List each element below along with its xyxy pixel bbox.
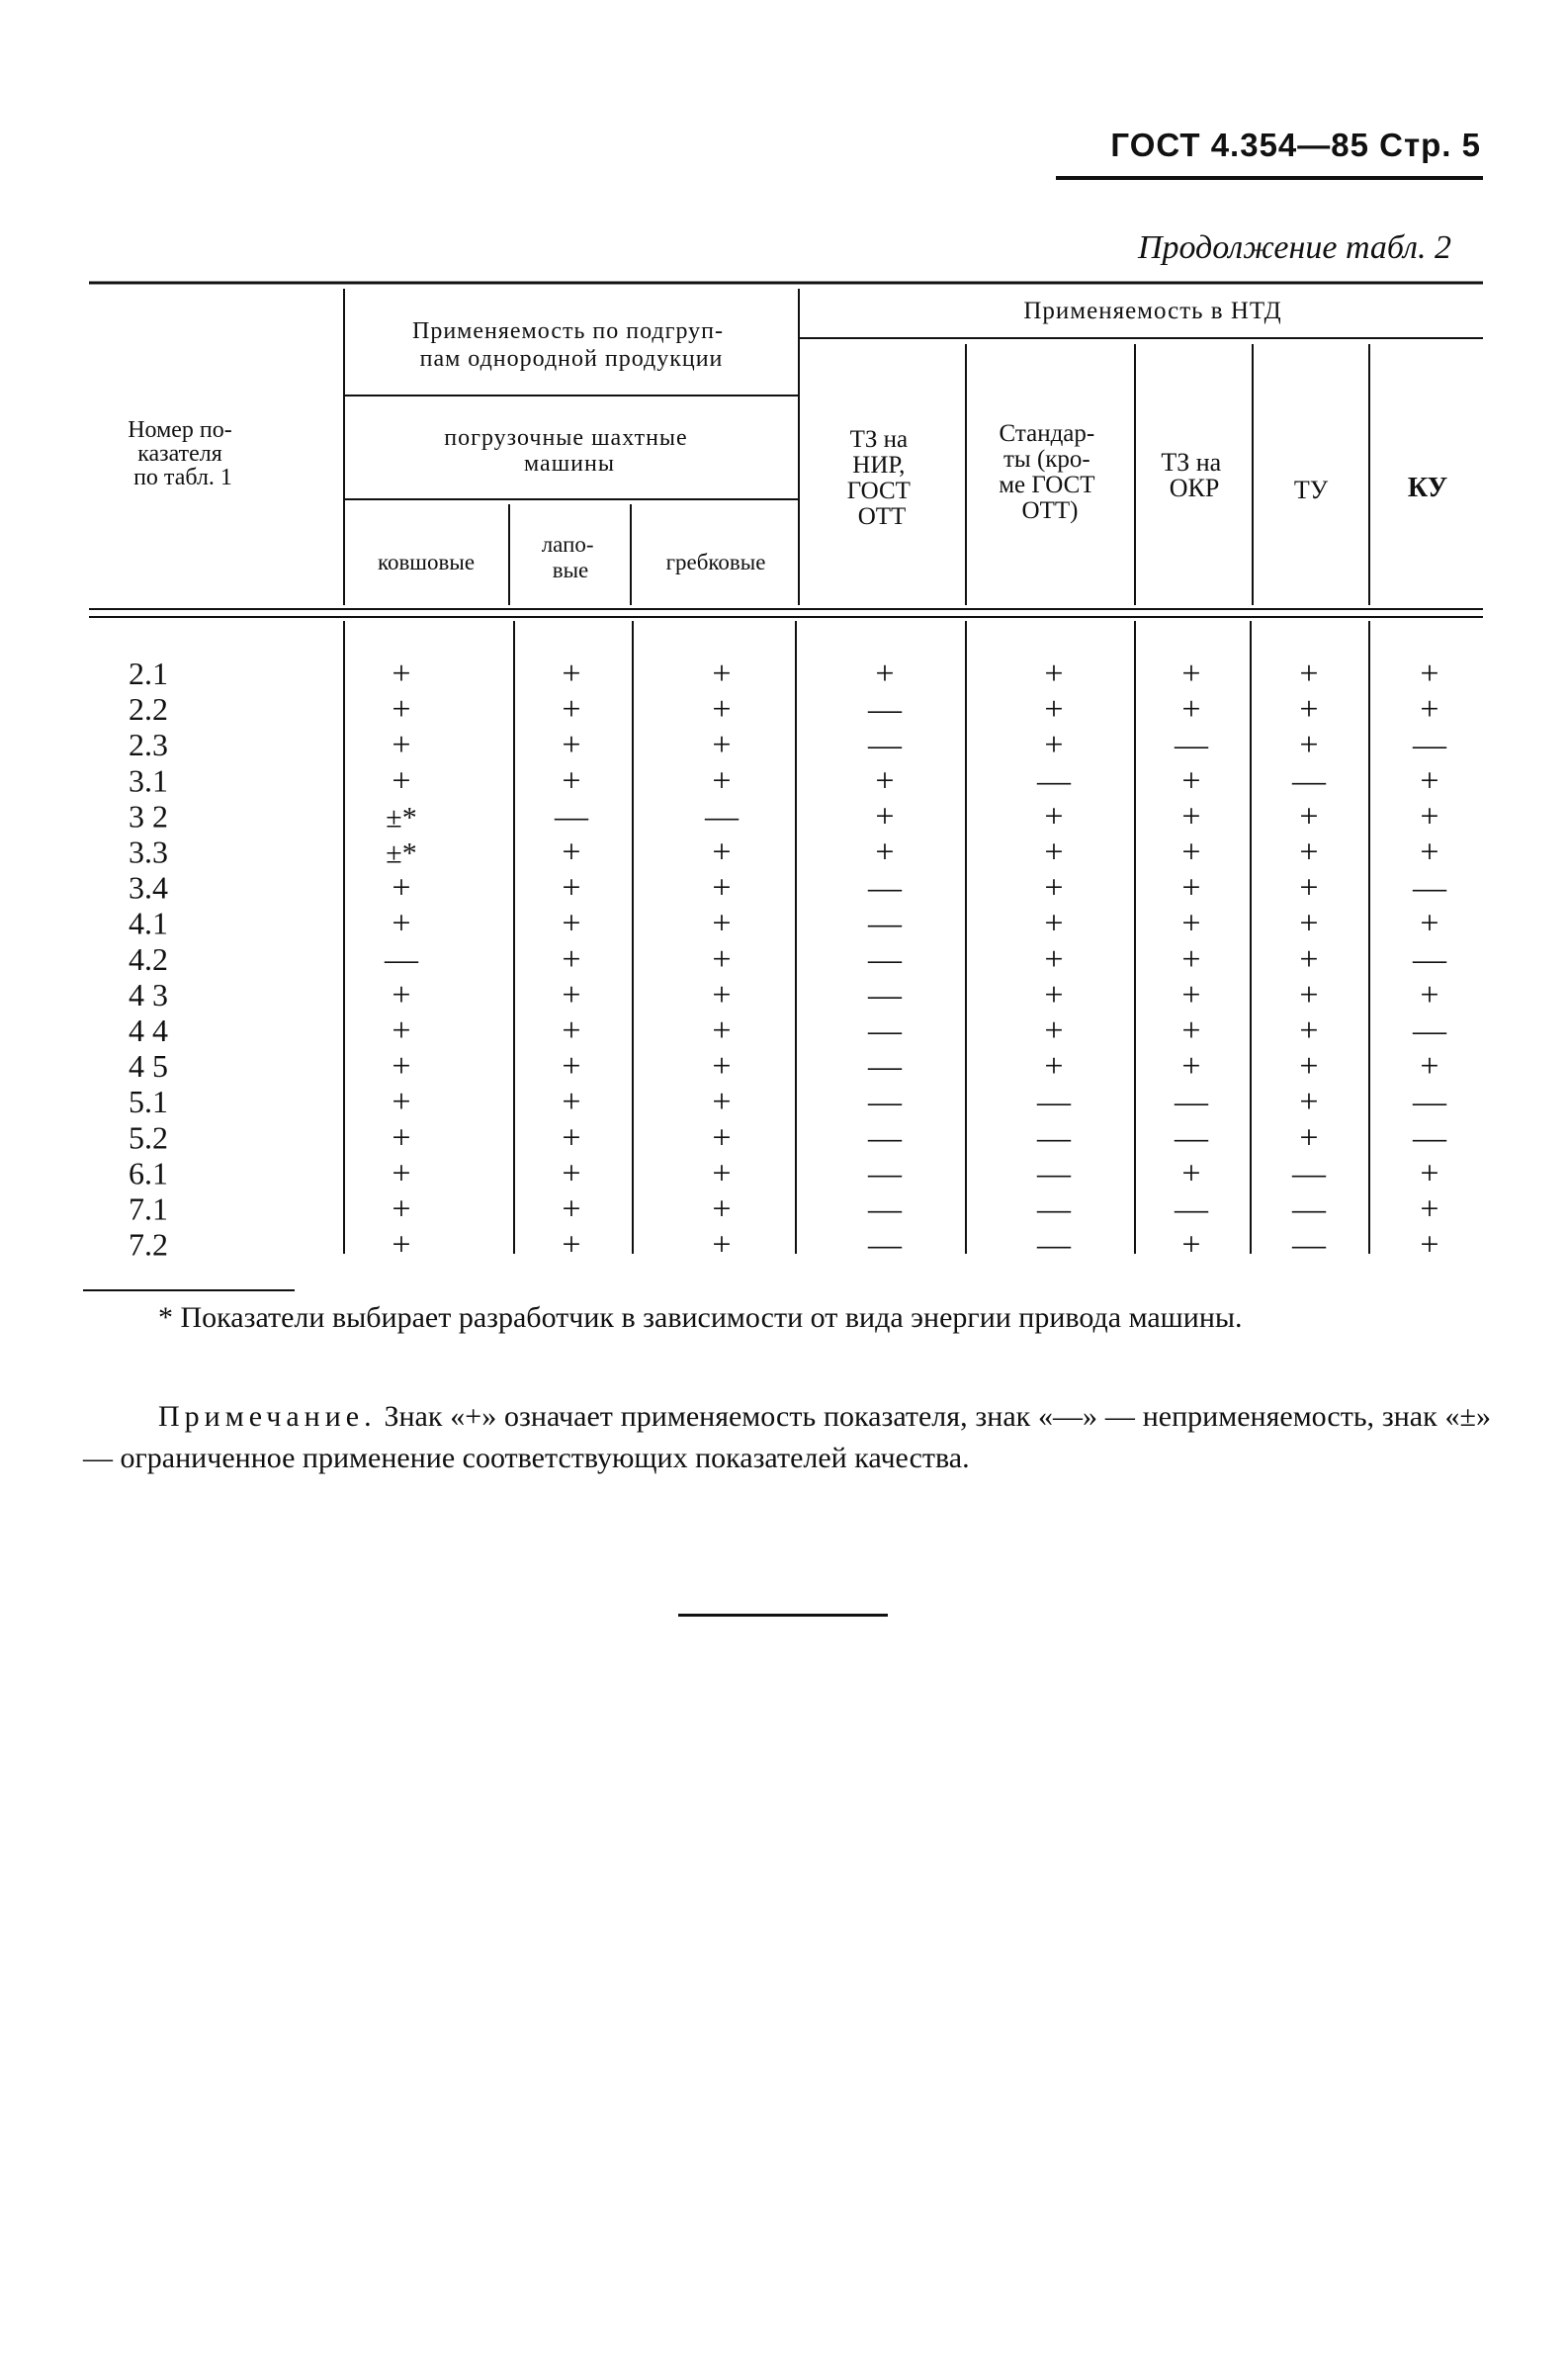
table-cell: + [562, 656, 581, 692]
table-cell: — [1037, 1190, 1071, 1228]
table-row [129, 762, 1439, 799]
table-cell: + [562, 727, 581, 764]
table-cell: + [1181, 976, 1201, 1013]
footnote-rule [83, 1289, 295, 1291]
table-cell: + [562, 1048, 581, 1086]
table-cell: + [1181, 834, 1201, 871]
table-cell: + [712, 656, 732, 692]
table-cell: + [562, 869, 581, 907]
note-text: Знак «+» означает применяемость показателя, знак «—» — неприменяемость, знак «±» — ограниченное применение соответствующих показателей качества. [83, 1400, 1491, 1474]
table-cell: + [392, 869, 411, 907]
table-cell: — [1175, 1119, 1208, 1157]
ntd-group-header: Применяемость в НТД [1023, 298, 1282, 324]
table-cell: + [1299, 905, 1319, 942]
table-cell: + [1044, 1012, 1064, 1049]
subgroup-group-header: Применяемость по подгруп- пам однородной продукции [412, 318, 724, 372]
table-cell: — [868, 1226, 902, 1264]
table-cell: + [1299, 834, 1319, 871]
table-cell: + [392, 727, 411, 764]
table-cell: + [562, 940, 581, 978]
table-row [129, 1012, 1447, 1049]
table-cell: + [712, 1155, 732, 1192]
table-cell: — [1037, 1084, 1071, 1121]
table-cell: — [555, 798, 588, 836]
table-cell: + [1181, 798, 1201, 836]
table-cell: + [1420, 798, 1439, 836]
col-header-scraper: гребковые [665, 550, 766, 574]
table-cell: — [868, 869, 902, 907]
row-number: 2.3 [129, 727, 168, 763]
table-cell: + [562, 1155, 581, 1192]
table-cell: + [1420, 1226, 1439, 1264]
row-number: 6.1 [129, 1155, 168, 1191]
table-cell: — [868, 1155, 902, 1192]
table-cell: + [562, 1190, 581, 1228]
table-cell: + [1181, 1226, 1201, 1264]
note-lead: Примечание. [158, 1400, 377, 1433]
table-cell: + [1299, 976, 1319, 1013]
table-cell: + [712, 727, 732, 764]
row-number: 4.1 [129, 905, 168, 941]
table-cell: + [392, 1155, 411, 1192]
table-cell: — [1292, 762, 1326, 800]
table-cell: + [392, 976, 411, 1013]
table-row [129, 798, 1439, 835]
table-cell: — [1292, 1155, 1326, 1192]
row-number: 2.2 [129, 691, 168, 728]
table-cell: — [1292, 1226, 1326, 1264]
table-row [129, 1155, 1439, 1191]
table-cell: + [1420, 976, 1439, 1013]
table-cell: + [1299, 691, 1319, 729]
table-cell: + [1044, 656, 1064, 692]
table-row [129, 656, 1439, 692]
table-cell: + [1420, 1048, 1439, 1086]
table-cell: — [868, 905, 902, 942]
machines-header: погрузочные шахтные машины [444, 425, 688, 477]
table-cell: — [1292, 1190, 1326, 1228]
table-cell: — [1037, 762, 1071, 800]
table-cell: ±* [386, 801, 417, 835]
table-row [129, 1191, 1439, 1228]
table-cell: — [868, 1190, 902, 1228]
table-cell: + [1420, 834, 1439, 871]
table-cell: + [1299, 869, 1319, 907]
table-cell: + [562, 834, 581, 871]
table-cell: + [1044, 727, 1064, 764]
table-cell: — [1037, 1119, 1071, 1157]
table-cell: + [712, 1084, 732, 1121]
table-cell: + [1181, 940, 1201, 978]
table-cell: + [1420, 656, 1439, 692]
table-cell: + [712, 1190, 732, 1228]
table-cell: — [868, 1084, 902, 1121]
table-cell: + [392, 905, 411, 942]
col-header-bucket: ковшовые [377, 550, 476, 574]
table-row [129, 941, 1447, 978]
table-cell: + [562, 1119, 581, 1157]
table-cell: + [562, 905, 581, 942]
table-row [129, 977, 1439, 1013]
table-cell: — [1413, 1084, 1446, 1121]
table-cell: + [1181, 1155, 1201, 1192]
table-cell: + [562, 1012, 581, 1049]
page-header: ГОСТ 4.354—85 Стр. 5 [1110, 127, 1481, 163]
table-cell: + [1044, 976, 1064, 1013]
table-row [129, 1084, 1447, 1120]
row-number: 4.2 [129, 940, 168, 977]
table-cell: + [1299, 1012, 1319, 1049]
table-cell: — [1037, 1155, 1071, 1192]
table-cell: + [562, 762, 581, 800]
table-cell: + [712, 940, 732, 978]
table-cell: — [385, 940, 418, 978]
table-cell: + [712, 834, 732, 871]
table-cell: + [1299, 656, 1319, 692]
col-header-tz-okr: ТЗ на ОКР [1161, 448, 1222, 502]
table-row [129, 727, 1447, 763]
table-cell: + [392, 691, 411, 729]
note-paragraph [83, 1396, 1491, 1479]
table-cell: + [712, 691, 732, 729]
table-cell: + [1181, 869, 1201, 907]
table-cell: — [868, 940, 902, 978]
table-cell: + [1299, 1119, 1319, 1157]
table-cell: + [712, 1226, 732, 1264]
table-cell: + [1299, 798, 1319, 836]
table-cell: + [1420, 905, 1439, 942]
table-cell: + [875, 656, 895, 692]
row-number-header: Номер по- казателя по табл. 1 [128, 417, 232, 490]
table-cell: + [1181, 762, 1201, 800]
table-cell: — [868, 691, 902, 729]
table-cell: + [712, 762, 732, 800]
table-cell: + [712, 905, 732, 942]
col-header-tu: ТУ [1293, 476, 1329, 504]
row-number: 2.1 [129, 656, 168, 691]
table-cell: — [1175, 1190, 1208, 1228]
table-cell: + [1044, 691, 1064, 729]
row-number: 4 3 [129, 976, 168, 1012]
row-number: 3.1 [129, 762, 168, 799]
table-cell: + [712, 1119, 732, 1157]
end-rule [678, 1614, 888, 1617]
table-cell: + [1299, 727, 1319, 764]
table-row [129, 1227, 1439, 1264]
col-header-standards: Стандар- ты (кро- ме ГОСТ ОТТ) [999, 420, 1095, 524]
table-cell: — [1175, 727, 1208, 764]
table-row [129, 870, 1447, 907]
table-row [129, 835, 1439, 871]
table-cell: + [712, 1012, 732, 1049]
table-cell: — [1413, 727, 1446, 764]
row-number: 4 5 [129, 1048, 168, 1085]
table-cell: + [1181, 1012, 1201, 1049]
table-cell: — [1413, 940, 1446, 978]
table-cell: + [1420, 1190, 1439, 1228]
table-row [129, 1119, 1447, 1156]
table-cell: + [1181, 691, 1201, 729]
table-row [129, 1048, 1439, 1085]
table-cell: ±* [386, 836, 417, 870]
row-number: 3.3 [129, 834, 168, 870]
table-cell: + [392, 1084, 411, 1121]
table-cell: + [392, 656, 411, 692]
footnote: * Показатели выбирает разработчик в зависимости от вида энергии привода машины. [158, 1301, 1243, 1334]
table-row [129, 691, 1439, 728]
row-number: 5.2 [129, 1119, 168, 1156]
table-cell: — [868, 1048, 902, 1086]
table-cell: + [1181, 905, 1201, 942]
table-cell: + [1044, 869, 1064, 907]
table-cell: + [712, 869, 732, 907]
table-row [129, 906, 1439, 942]
table-cell: + [562, 976, 581, 1013]
table-cell: + [392, 762, 411, 800]
row-number: 7.1 [129, 1190, 168, 1227]
table-cell: + [1181, 656, 1201, 692]
table-cell: + [875, 798, 895, 836]
table-cell: + [875, 834, 895, 871]
table-cell: — [1413, 1012, 1446, 1049]
table-cell: — [868, 976, 902, 1013]
table-cell: + [1299, 940, 1319, 978]
table-cell: + [392, 1048, 411, 1086]
table-cell: + [1044, 834, 1064, 871]
table-cell: — [1413, 1119, 1446, 1157]
row-number: 3.4 [129, 869, 168, 906]
table-cell: — [1037, 1226, 1071, 1264]
table-cell: + [1044, 1048, 1064, 1086]
table-cell: — [705, 798, 739, 836]
table-cell: + [1044, 940, 1064, 978]
table-cell: — [868, 727, 902, 764]
table-cell: + [1420, 1155, 1439, 1192]
table-cell: + [562, 1084, 581, 1121]
row-number: 3 2 [129, 798, 168, 835]
row-number: 7.2 [129, 1226, 168, 1263]
table-cell: + [1299, 1084, 1319, 1121]
table-cell: + [392, 1190, 411, 1228]
table-cell: + [392, 1119, 411, 1157]
table-cell: + [1044, 905, 1064, 942]
table-cell: — [1175, 1084, 1208, 1121]
table-cell: + [712, 976, 732, 1013]
table-cell: + [562, 1226, 581, 1264]
col-header-ku: КУ [1407, 473, 1448, 503]
table-cell: — [868, 1012, 902, 1049]
col-header-tz-nir: ТЗ на НИР, ГОСТ ОТТ [846, 426, 911, 530]
table-body [129, 656, 1447, 1264]
table-cell: + [1420, 691, 1439, 729]
table-cell: + [1181, 1048, 1201, 1086]
row-number: 4 4 [129, 1012, 168, 1048]
table-cell: + [875, 762, 895, 800]
table-cell: — [1413, 869, 1446, 907]
table-continuation-caption: Продолжение табл. 2 [1137, 229, 1451, 266]
col-header-paw: лапо- вые [541, 532, 594, 582]
table-cell: + [562, 691, 581, 729]
table-cell: + [1420, 762, 1439, 800]
row-number: 5.1 [129, 1084, 168, 1120]
table-cell: + [392, 1012, 411, 1049]
table-cell: + [1044, 798, 1064, 836]
table-cell: + [712, 1048, 732, 1086]
table-cell: + [392, 1226, 411, 1264]
table-cell: — [868, 1119, 902, 1157]
table-cell: + [1299, 1048, 1319, 1086]
